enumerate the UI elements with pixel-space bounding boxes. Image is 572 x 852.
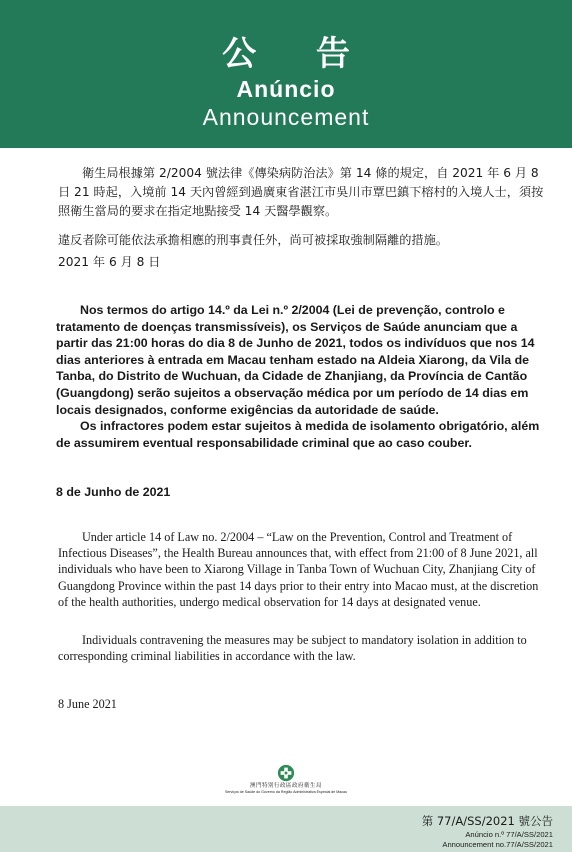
portuguese-paragraph-2: Os infractores podem estar sujeitos à medida de isolamento obrigatório, além de assumirem eventual responsabilidade criminal que ao caso couber.: [56, 419, 540, 450]
header-banner: [0, 0, 572, 148]
title-chinese: 公 告: [222, 34, 374, 74]
reference-chinese: 第 77/A/SS/2021 號公告: [421, 814, 553, 828]
title-english: Announcement: [202, 104, 370, 130]
footer-band: [0, 806, 572, 852]
health-bureau-logo: [210, 764, 362, 795]
portuguese-date: 8 de Junho de 2021: [56, 485, 171, 499]
reference-portuguese: Anúncio n.º 77/A/SS/2021: [465, 830, 553, 839]
english-paragraph-1: Under article 14 of Law no. 2/2004 – “Law on the Prevention, Control and Treatment of Infectious Diseases”, the Health Bureau announces that, with effect from 21:00 of 8 June 2021, all individuals who have been to Xiarong Village in Tanba Town of Wuchuan City, Zhanjiang City of Guangdong Province within the past 14 days prior to their entry into Macao must, at the discretion of the health authorities, undergo medical observation for 14 days at designated venue.: [58, 530, 539, 609]
portuguese-paragraph-1: Nos termos do artigo 14.º da Lei n.º 2/2004 (Lei de prevenção, controlo e tratamento de doenças transmissíveis), os Serviços de Saúde anunciam que a partir das 21:00 horas do dia 8 de Junho de 2021, todos os indivíduos que nos 14 dias anteriores à entrada em Macau tenham estado na Aldeia Xiarong, da Vila de Tanba, do Distrito de Wuchuan, da Cidade de Zhanjiang, da Província de Cantão (Guangdong) serão sujeitos a observação médica por um período de 14 dias em locais designados, conforme exigências da autoridade de saúde.: [56, 303, 535, 417]
chinese-date: 2021 年 6 月 8 日: [58, 255, 161, 269]
english-paragraph-2: Individuals contravening the measures may be subject to mandatory isolation in addition to corresponding criminal liabilities in accordance with the law.: [58, 633, 527, 664]
logo-name-portuguese: Serviços de Saúde do Governo da Região Administrativa Especial de Macau: [224, 790, 348, 794]
logo-name-chinese: 澳門特別行政區政府衛生局: [249, 783, 322, 789]
title-portuguese: Anúncio: [236, 76, 336, 102]
reference-english: Announcement no.77/A/SS/2021: [442, 840, 553, 849]
chinese-paragraph-2: 違反者除可能依法承擔相應的刑事責任外，尚可被採取強制隔離的措施。: [58, 233, 448, 247]
english-date: 8 June 2021: [58, 697, 117, 711]
chinese-paragraph-1: 衛生局根據第 2/2004 號法律《傳染病防治法》第 14 條的規定，自 2021 年 6 月 8 日 21 時起，入境前 14 天內曾經到過廣東省湛江市吳川市覃巴鎮下榕村的入境人士，須按照衛生當局的要求在指定地點接受 14 天醫學觀察。: [58, 166, 544, 218]
health-bureau-emblem-icon: [277, 764, 295, 782]
